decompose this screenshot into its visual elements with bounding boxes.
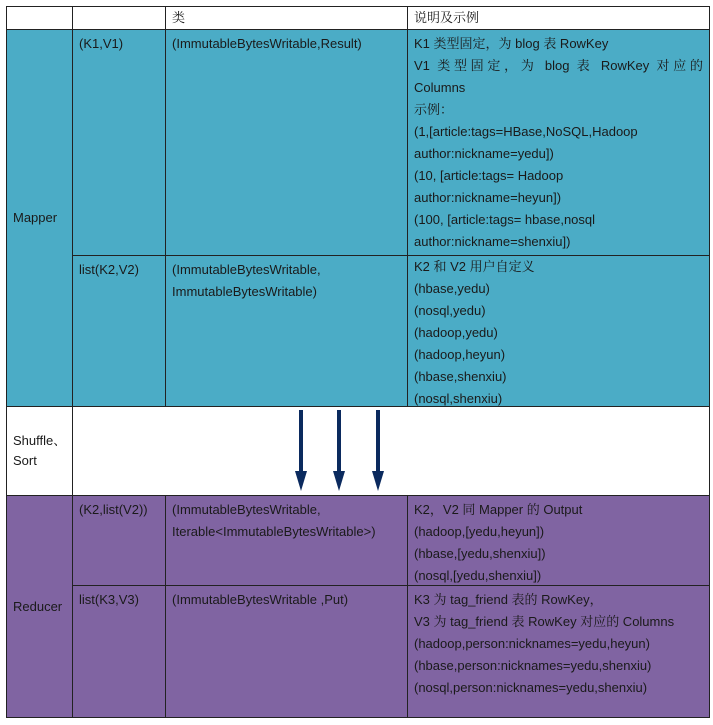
- header-cell-stage: [6, 6, 73, 30]
- shuffle-stage-cell: Shuffle、Sort: [6, 407, 73, 496]
- type-line: Iterable<ImmutableBytesWritable>): [172, 524, 376, 539]
- desc-line: V1 类型固定，为 blog 表 RowKey 对应的 Columns: [414, 58, 703, 95]
- mapper-input-type: (ImmutableBytesWritable,Result): [166, 30, 408, 256]
- desc-line: (hbase,[yedu,shenxiu]): [414, 546, 546, 561]
- desc-line: (hbase,yedu): [414, 281, 490, 296]
- reducer-input-description: [408, 496, 710, 586]
- down-arrow-icon: [295, 410, 307, 491]
- desc-line: (hbase,person:nicknames=yedu,shenxiu): [414, 658, 652, 673]
- desc-line: V3 为 tag_friend 表 RowKey 对应的 Columns: [414, 614, 675, 629]
- desc-line: (hadoop,yedu): [414, 325, 498, 340]
- type-line: ImmutableBytesWritable): [172, 284, 317, 299]
- desc-line: author:nickname=yedu]): [414, 146, 554, 161]
- desc-line: (10, [article:tags= Hadoop: [414, 168, 564, 183]
- desc-line: (1,[article:tags=HBase,NoSQL,Hadoop: [414, 124, 638, 139]
- mapper-stage-cell: Mapper: [6, 30, 73, 407]
- desc-line: (hadoop,heyun): [414, 347, 506, 362]
- desc-line: (nosql,shenxiu): [414, 391, 503, 406]
- down-arrow-icon: [372, 410, 384, 491]
- desc-line: K2 和 V2 用户自定义: [414, 259, 535, 274]
- desc-line: (nosql,[yedu,shenxiu]): [414, 568, 542, 583]
- shuffle-arrows-cell: [73, 407, 710, 496]
- desc-line: K1 类型固定，为 blog 表 RowKey: [414, 36, 609, 51]
- desc-line: author:nickname=heyun]): [414, 190, 562, 205]
- reducer-output-kv: list(K3,V3): [73, 586, 166, 718]
- type-line: (ImmutableBytesWritable,: [172, 502, 321, 517]
- shuffle-arrows: [73, 407, 709, 495]
- reducer-input-type: [166, 496, 408, 586]
- desc-line: (100, [article:tags= hbase,nosql: [414, 212, 596, 227]
- down-arrow-icon: [333, 410, 345, 491]
- type-line: (ImmutableBytesWritable,: [172, 262, 321, 277]
- desc-line: (hbase,shenxiu): [414, 369, 507, 384]
- mapper-input-kv: (K1,V1): [73, 30, 166, 256]
- mapper-output-description: [408, 256, 710, 407]
- desc-line: (hadoop,person:nicknames=yedu,heyun): [414, 636, 650, 651]
- mapper-output-type: [166, 256, 408, 407]
- reducer-output-description: [408, 586, 710, 718]
- header-cell-kv: [73, 6, 166, 30]
- desc-line: (nosql,yedu): [414, 303, 486, 318]
- mapper-input-description: [408, 30, 710, 256]
- desc-line: (hadoop,[yedu,heyun]): [414, 524, 545, 539]
- reducer-stage-cell: Reducer: [6, 496, 73, 718]
- reducer-output-type: (ImmutableBytesWritable ,Put): [166, 586, 408, 718]
- reducer-input-kv: (K2,list(V2)): [73, 496, 166, 586]
- header-cell-description: 说明及示例: [408, 6, 710, 30]
- desc-line: author:nickname=shenxiu]): [414, 234, 571, 249]
- mapreduce-table: [6, 6, 710, 718]
- header-cell-class: 类: [166, 6, 408, 30]
- desc-line: K2，V2 同 Mapper 的 Output: [414, 502, 583, 517]
- desc-line: (nosql,person:nicknames=yedu,shenxiu): [414, 680, 648, 695]
- mapper-output-kv: list(K2,V2): [73, 256, 166, 407]
- desc-line: 示例：: [414, 102, 454, 117]
- desc-line: K3 为 tag_friend 表的 RowKey，: [414, 592, 603, 607]
